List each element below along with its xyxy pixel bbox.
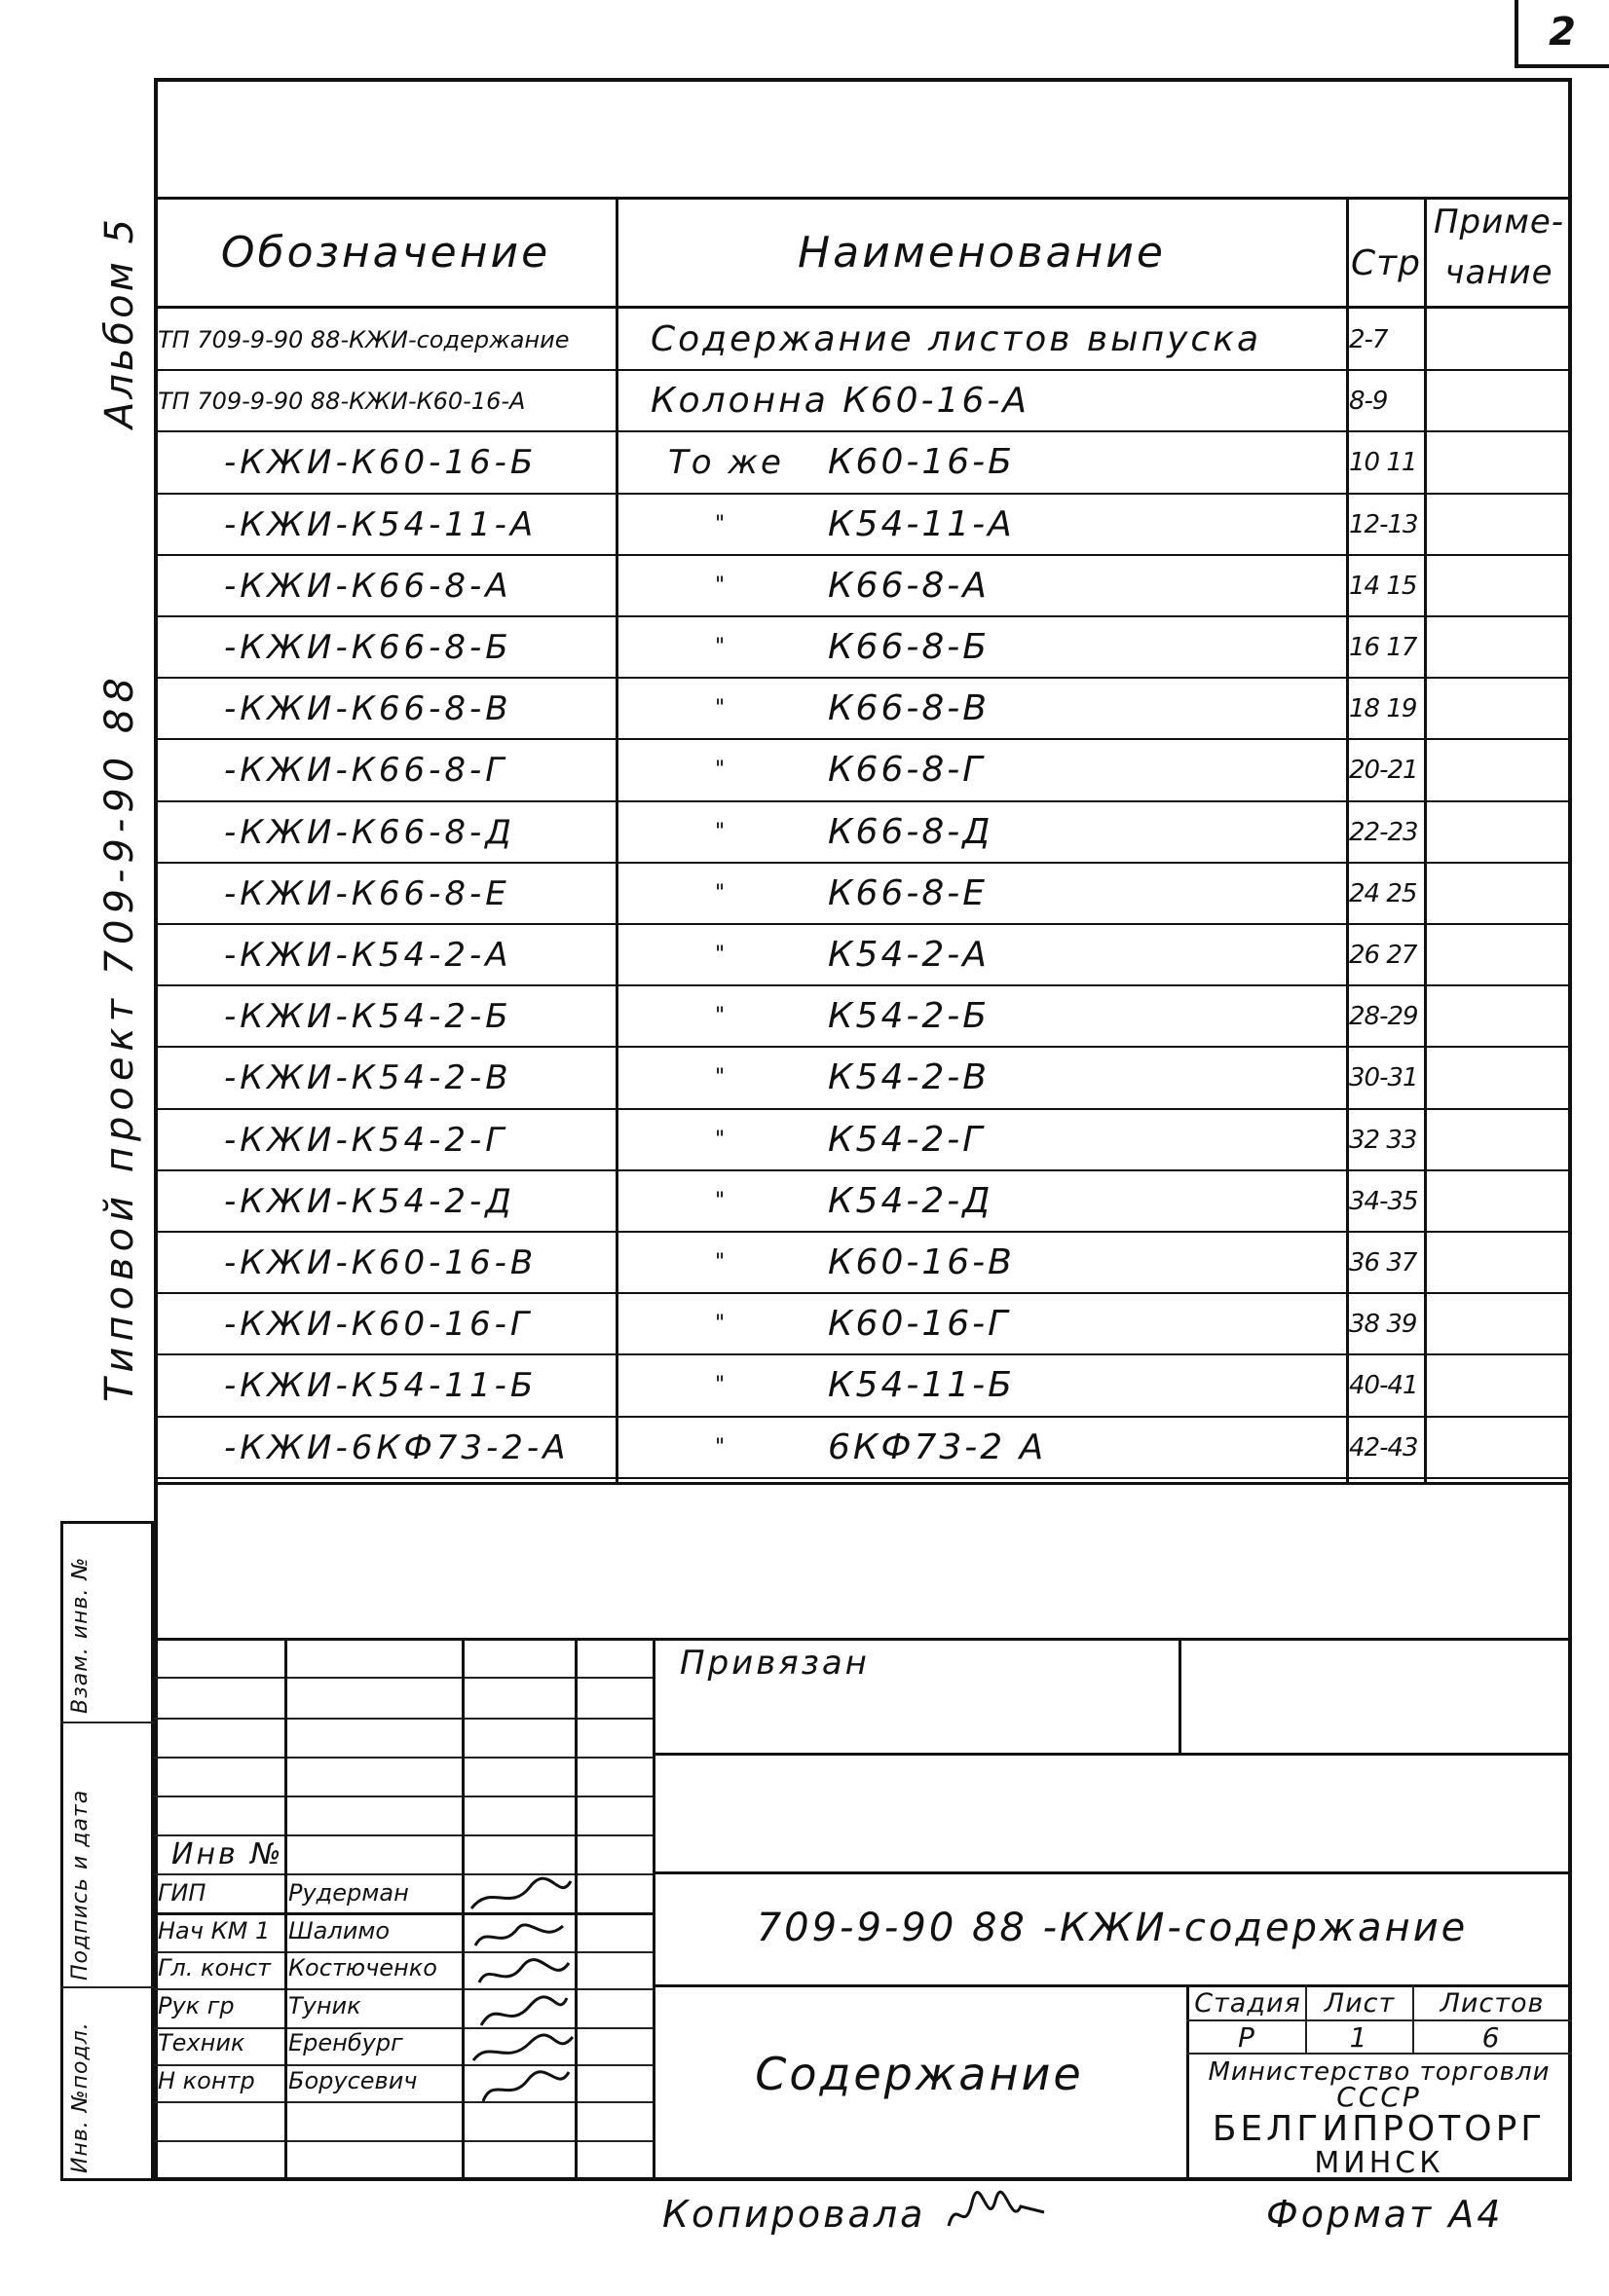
row-page: 14 15 (1349, 571, 1417, 601)
row-page: 30-31 (1349, 1062, 1418, 1092)
sheets-value: 6 (1481, 2021, 1503, 2053)
row-page: 22-23 (1349, 817, 1418, 847)
row-ditto: " (715, 1435, 729, 1461)
row-designation: -КЖИ-К60-16-В (224, 1242, 538, 1282)
row-page: 34-35 (1349, 1186, 1418, 1216)
row-page: 38 39 (1349, 1309, 1417, 1339)
row-name: Содержание листов выпуска (651, 319, 1262, 360)
stamp-inv-podl: Инв. №подл. (68, 2021, 93, 2173)
personnel-name: Костюченко (288, 1954, 437, 1981)
row-page: 42-43 (1349, 1432, 1418, 1463)
row-ditto: " (715, 1065, 729, 1091)
sheets-header: Листов (1440, 1987, 1545, 2018)
row-designation: -КЖИ-К54-11-А (224, 504, 538, 544)
row-ditto: " (715, 943, 729, 968)
signatures (462, 1873, 579, 2107)
org-country: СССР (1336, 2082, 1422, 2111)
row-page: 2-7 (1349, 324, 1388, 354)
row-page: 26 27 (1349, 940, 1417, 970)
org-city: МИНСК (1314, 2146, 1444, 2179)
row-name: К54-2-Г (828, 1120, 986, 1161)
row-name: К60-16-В (828, 1242, 1015, 1283)
header-note-line1: Приме- (1433, 203, 1565, 241)
row-name: К66-8-В (828, 688, 990, 729)
project-label: Типовой проект 709-9-90 88 (97, 672, 142, 1402)
row-name: К54-11-Б (828, 1365, 1015, 1406)
row-ditto: " (715, 758, 729, 783)
row-ditto: " (715, 820, 729, 845)
personnel-role: Н контр (158, 2067, 255, 2094)
row-designation: -КЖИ-К54-2-Б (224, 996, 512, 1036)
row-designation: -КЖИ-К54-2-В (224, 1057, 512, 1097)
personnel-role: Техник (158, 2029, 245, 2056)
document-code: 709-9-90 88 -КЖИ-содержание (756, 1906, 1469, 1950)
row-page: 8-9 (1349, 386, 1388, 416)
row-name: К54-2-В (828, 1057, 990, 1098)
row-designation: -КЖИ-К66-8-Г (224, 750, 508, 790)
row-name: 6КФ73-2 А (828, 1427, 1047, 1468)
row-designation: -КЖИ-К66-8-Е (224, 873, 510, 913)
row-page: 40-41 (1349, 1370, 1418, 1400)
row-name: К60-16-Б (828, 442, 1015, 483)
row-ditto: " (715, 1373, 729, 1398)
row-designation: -КЖИ-К54-2-А (224, 935, 512, 975)
row-designation: -КЖИ-6КФ73-2-А (224, 1427, 570, 1467)
row-name: К66-8-Б (828, 627, 990, 668)
stage-value: Р (1238, 2021, 1257, 2053)
row-page: 36 37 (1349, 1247, 1417, 1278)
header-page: Стр (1351, 242, 1421, 283)
row-ditto: " (715, 635, 729, 660)
personnel-name: Еренбург (288, 2029, 403, 2056)
row-designation: ТП 709-9-90 88-КЖИ-содержание (158, 325, 570, 353)
stamp-podpis-data: Подпись и дата (68, 1789, 93, 1981)
row-designation: -КЖИ-К66-8-В (224, 688, 512, 728)
row-page: 24 25 (1349, 878, 1417, 908)
row-designation: -КЖИ-К54-11-Б (224, 1365, 538, 1405)
row-name: К60-16-Г (828, 1304, 1011, 1345)
row-name: К66-8-Д (828, 812, 993, 853)
row-designation: -КЖИ-К66-8-Б (224, 627, 512, 667)
row-designation: -КЖИ-К54-2-Г (224, 1120, 508, 1160)
row-name: К66-8-Г (828, 750, 986, 791)
header-name: Наименование (798, 227, 1166, 278)
row-name: К54-11-А (828, 504, 1015, 545)
header-designation: Обозначение (220, 227, 551, 278)
copied-by-label: Копировала (662, 2193, 926, 2236)
personnel-role: Рук гр (158, 1992, 235, 2019)
sheet-number: 2 (1549, 10, 1576, 55)
document-title: Содержание (755, 2048, 1084, 2100)
album-label: Альбом 5 (97, 216, 142, 428)
row-ditto: " (715, 1189, 729, 1214)
org-ministry: Министерство торговли (1208, 2057, 1551, 2087)
row-designation: -КЖИ-К54-2-Д (224, 1181, 515, 1221)
personnel-role: ГИП (158, 1879, 206, 1907)
row-page: 12-13 (1349, 509, 1418, 539)
row-ditto: " (715, 512, 729, 537)
row-page: 32 33 (1349, 1125, 1417, 1155)
format-label: Формат А4 (1266, 2193, 1504, 2236)
personnel-name: Борусевич (288, 2067, 418, 2094)
row-designation: -КЖИ-К60-16-Г (224, 1304, 533, 1344)
row-page: 10 11 (1349, 447, 1417, 477)
personnel-name: Туник (288, 1992, 361, 2019)
row-ditto: " (715, 574, 729, 599)
row-ditto: " (715, 881, 729, 907)
row-ditto: " (715, 696, 729, 722)
stage-header: Стадия (1194, 1987, 1301, 2018)
org-name: БЕЛГИПРОТОРГ (1212, 2109, 1547, 2148)
row-ditto: " (715, 1128, 729, 1153)
row-ditto: " (715, 1004, 729, 1029)
row-page: 28-29 (1349, 1001, 1418, 1031)
row-page: 16 17 (1349, 632, 1417, 662)
sheet-number-box (1515, 0, 1609, 68)
row-designation: -КЖИ-К66-8-А (224, 566, 512, 606)
row-name: Колонна К60-16-А (651, 381, 1029, 422)
row-ditto: " (715, 1312, 729, 1337)
inv-no-label: Инв № (171, 1836, 284, 1871)
personnel-name: Шалимо (288, 1917, 391, 1944)
privyazan-label: Привязан (680, 1644, 870, 1683)
row-designation: -КЖИ-К60-16-Б (224, 442, 538, 482)
header-note-line2: чание (1444, 253, 1553, 292)
row-name: К54-2-А (828, 935, 990, 976)
row-designation: ТП 709-9-90 88-КЖИ-К60-16-А (158, 387, 526, 415)
row-name: К66-8-А (828, 566, 990, 607)
personnel-role: Гл. конст (158, 1954, 272, 1981)
personnel-name: Рудерман (288, 1879, 409, 1907)
row-ditto: То же (668, 442, 784, 482)
sheet-value: 1 (1349, 2021, 1370, 2053)
stamp-vzam-inv: Взам. инв. № (68, 1556, 93, 1714)
row-page: 18 19 (1349, 693, 1417, 723)
row-designation: -КЖИ-К66-8-Д (224, 812, 515, 852)
row-ditto: " (715, 1250, 729, 1276)
row-page: 20-21 (1349, 755, 1418, 785)
row-name: К66-8-Е (828, 873, 988, 914)
sheet-header: Лист (1324, 1987, 1396, 2018)
copier-signature (943, 2187, 1050, 2245)
row-name: К54-2-Б (828, 996, 990, 1037)
personnel-role: Нач КМ 1 (158, 1917, 271, 1944)
row-name: К54-2-Д (828, 1181, 993, 1222)
